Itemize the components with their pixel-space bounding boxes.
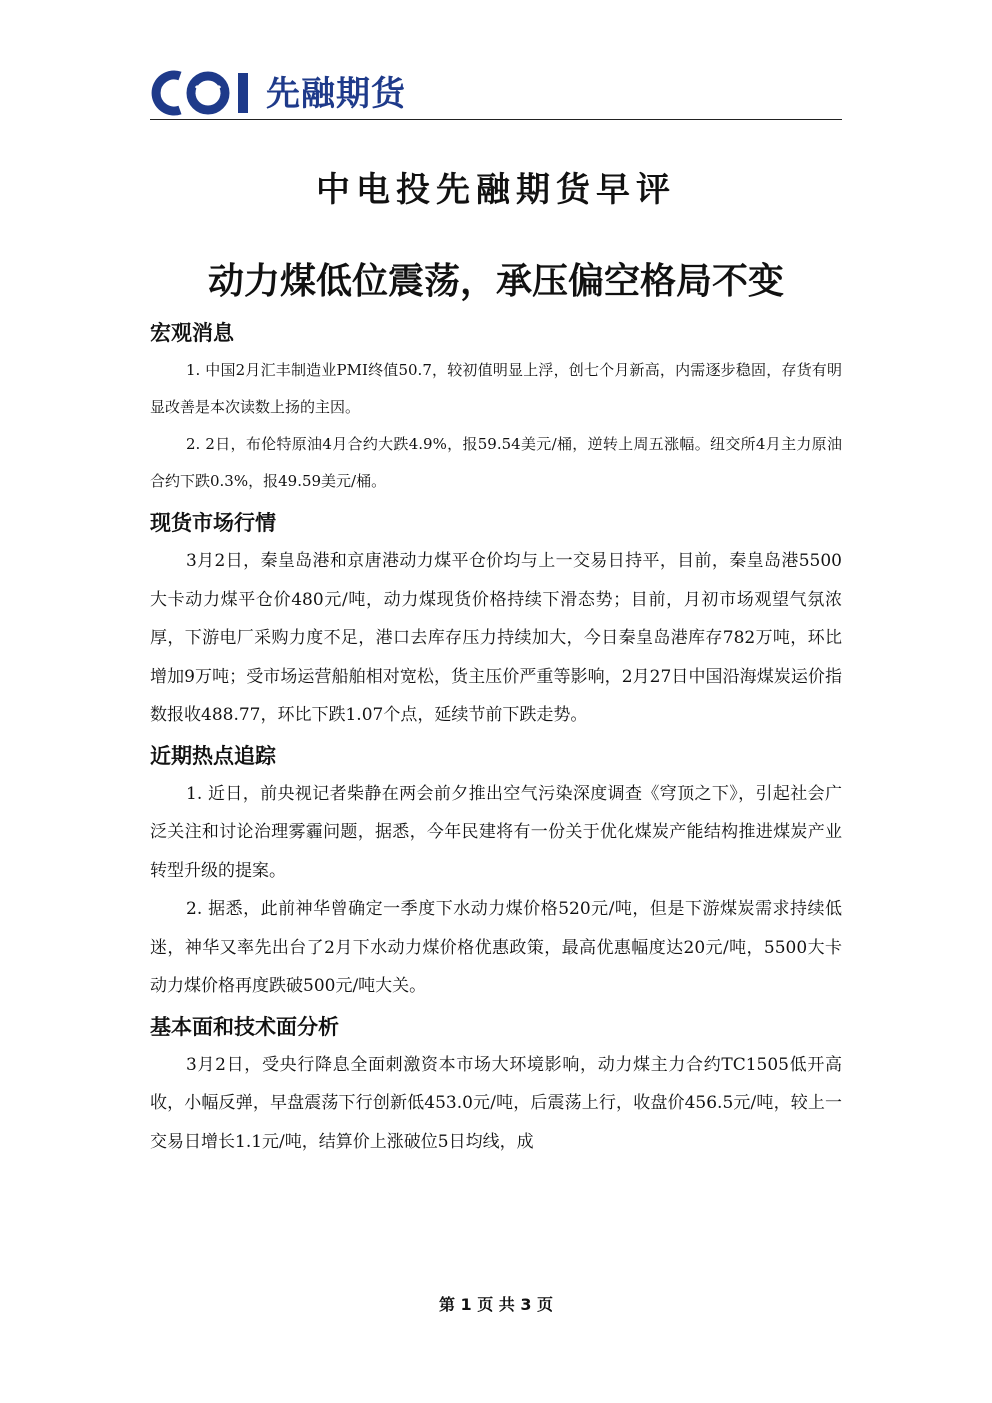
header-divider [150,119,842,120]
paragraph: 3月2日，秦皇岛港和京唐港动力煤平仓价均与上一交易日持平，目前，秦皇岛港5500大卡动力煤平仓价480元/吨，动力煤现货价格持续下滑态势；目前，月初市场观望气氛浓厚，下游电厂采购力度不足，港口去库存压力持续加大，今日秦皇岛港库存782万吨，环比增加9万吨；受市场运营船舶相对宽松，货主压价严重等影响，2月27日中国沿海煤炭运价指数报收488.77，环比下跌1.07个点，延续节前下跌走势。 [150,551,842,725]
document-title: 中电投先融期货早评 [316,170,676,210]
section-spot-market [150,508,842,735]
section-hot-topics [150,741,842,1006]
paragraph: 3月2日，受央行降息全面刺激资本市场大环境影响，动力煤主力合约TC1505低开高收，小幅反弹，早盘震荡下行创新低453.0元/吨，后震荡上行，收盘价456.5元/吨，较上一交易日增长1.1元/吨，结算价上涨破位5日均线，成 [150,1054,842,1152]
page-number: 第 1 页 共 3 页 [438,1295,554,1314]
document-body [150,318,842,1167]
header [150,68,842,120]
paragraph: 1. 中国2月汇丰制造业PMI终值50.7，较初值明显上浮，创七个月新高，内需逐步稳固，存货有明显改善是本次读数上扬的主因。 [150,361,842,416]
section-analysis [150,1012,842,1162]
section-macro-news [150,318,842,500]
section-heading: 宏观消息 [150,321,234,345]
section-heading: 基本面和技术面分析 [150,1014,339,1039]
document-subtitle: 动力煤低位震荡，承压偏空格局不变 [207,261,784,302]
brand-name: 先融期货 [266,74,406,114]
coi-logo-icon [150,68,262,118]
section-heading: 现货市场行情 [150,511,276,535]
section-heading: 近期热点追踪 [150,743,276,768]
paragraph: 2. 2日，布伦特原油4月合约大跌4.9%，报59.54美元/桶，逆转上周五涨幅。纽交所4月主力原油合约下跌0.3%，报49.59美元/桶。 [150,435,842,490]
paragraph: 2. 据悉，此前神华曾确定一季度下水动力煤价格520元/吨，但是下游煤炭需求持续低迷，神华又率先出台了2月下水动力煤价格优惠政策，最高优惠幅度达20元/吨，5500大卡动力煤价格再度跌破500元/吨大关。 [150,899,842,996]
paragraph: 1. 近日，前央视记者柴静在两会前夕推出空气污染深度调查《穹顶之下》，引起社会广泛关注和讨论治理雾霾问题，据悉，今年民建将有一份关于优化煤炭产能结构推进煤炭产业转型升级的提案。 [150,783,842,881]
